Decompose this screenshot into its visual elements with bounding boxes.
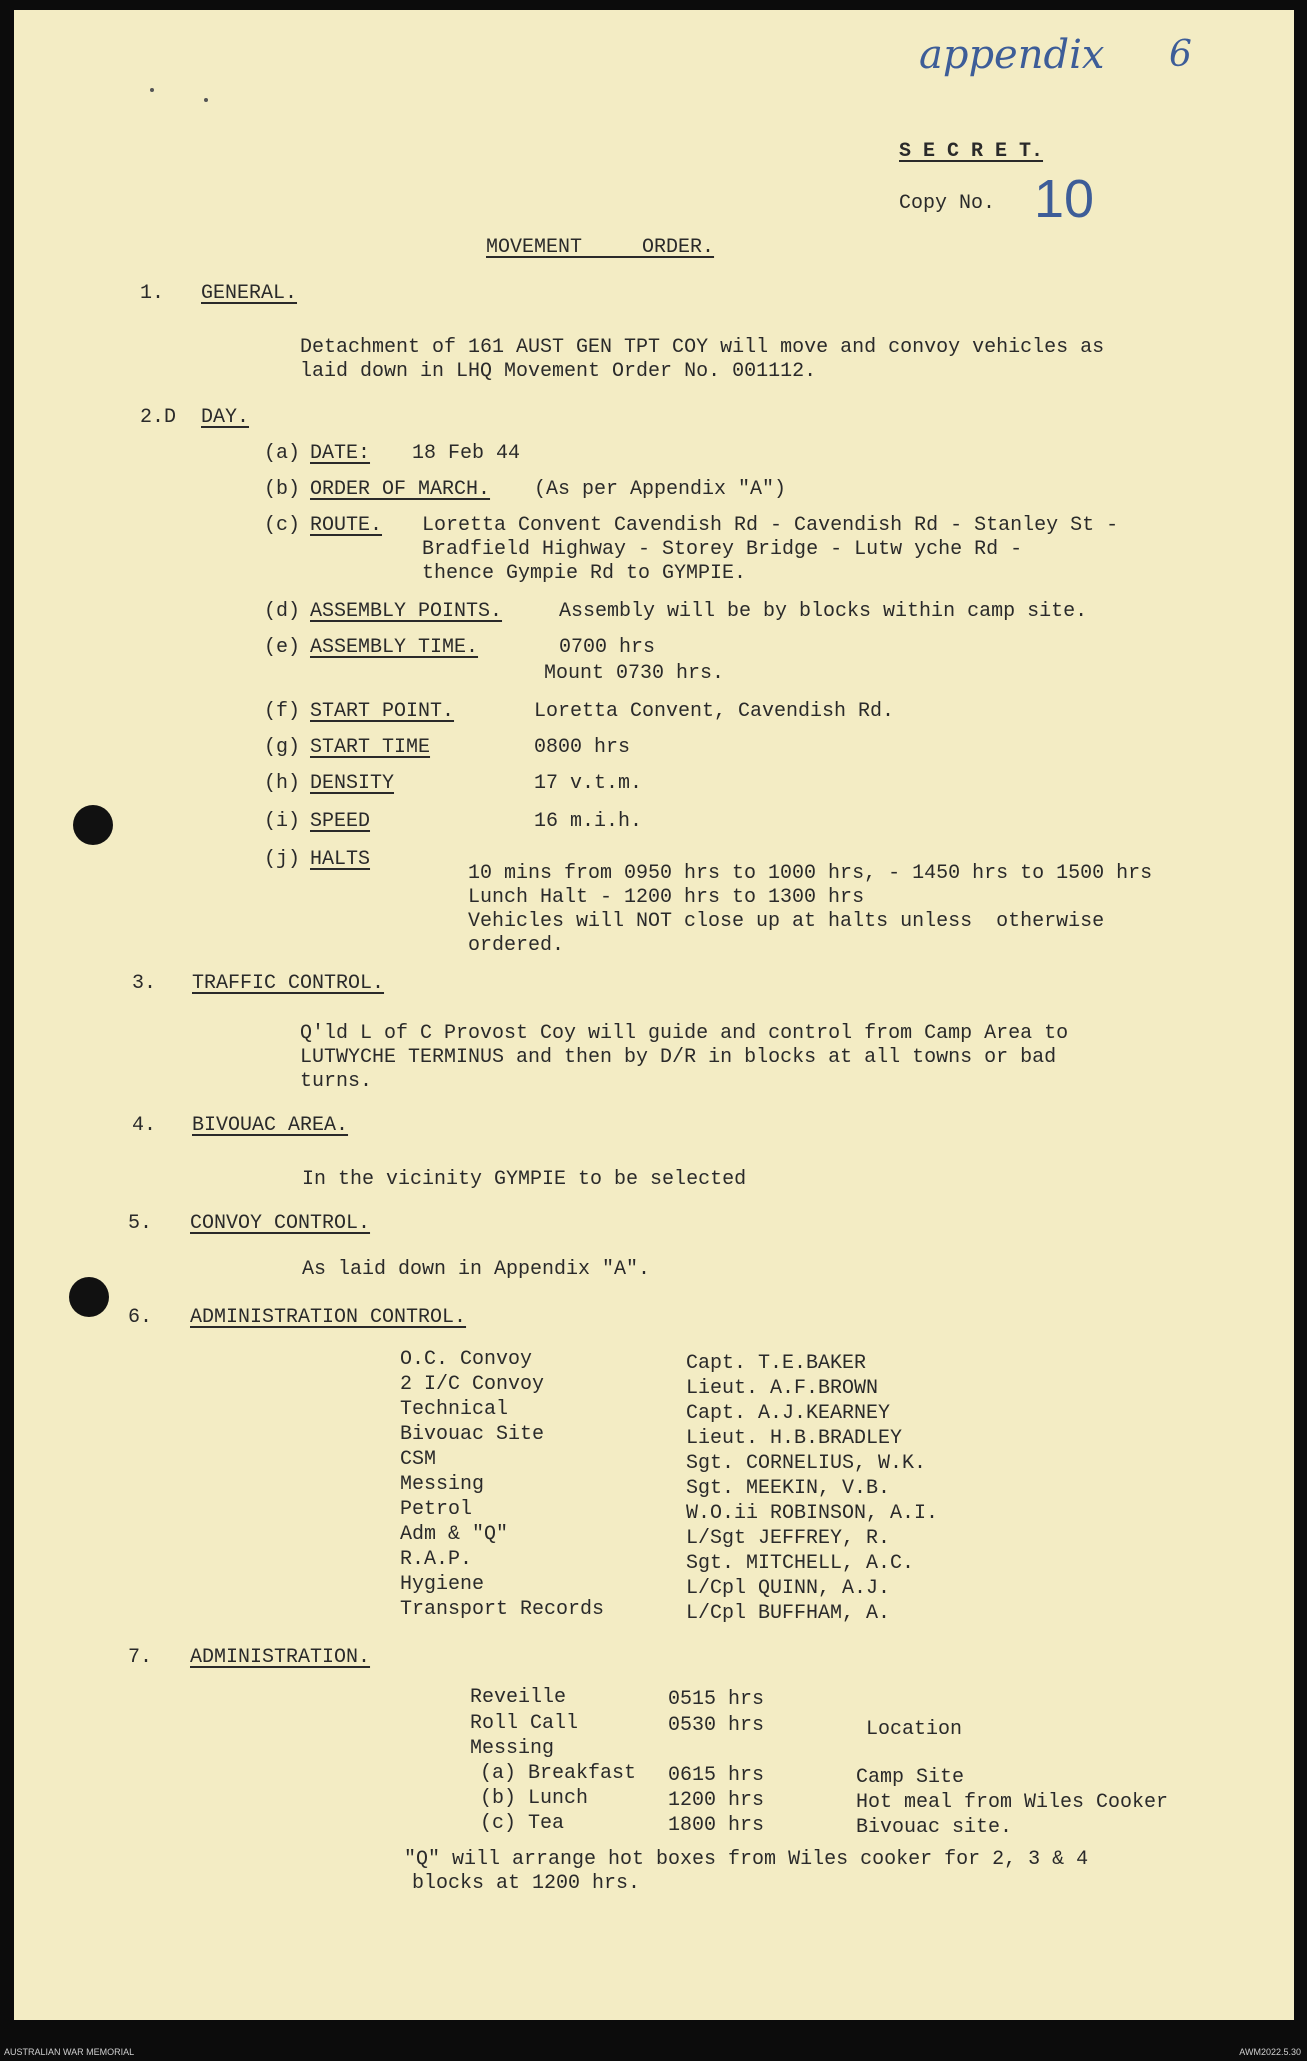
admin-role: Bivouac Site: [400, 1423, 545, 1446]
item-value-date: 18 Feb 44: [412, 442, 521, 465]
item-name-density: DENSITY: [310, 772, 395, 795]
roll-call-time: 0530 hrs: [668, 1714, 765, 1737]
admin-person: Sgt. CORNELIUS, W.K.: [686, 1452, 927, 1475]
item-label: (c): [264, 514, 301, 537]
convoy-text: As laid down in Appendix "A".: [302, 1258, 651, 1281]
bivouac-text: In the vicinity GYMPIE to be selected: [302, 1168, 747, 1191]
admin-role: 2 I/C Convoy: [400, 1373, 545, 1396]
meal-location: Hot meal from Wiles Cooker: [856, 1791, 1169, 1814]
admin-role: Petrol: [400, 1498, 473, 1521]
punch-hole: [73, 805, 113, 845]
meal-time: 1800 hrs: [668, 1814, 765, 1837]
item-name-speed: SPEED: [310, 810, 371, 833]
item-name-date: DATE:: [310, 442, 371, 465]
meal-time: 0615 hrs: [668, 1764, 765, 1787]
admin-person: W.O.ii ROBINSON, A.I.: [686, 1502, 939, 1525]
roll-call-label: Roll Call: [470, 1712, 579, 1735]
item-value-assembly-time: 0700 hrs: [559, 636, 656, 659]
item-value-start-point: Loretta Convent, Cavendish Rd.: [534, 700, 895, 723]
admin-role: Transport Records: [400, 1598, 605, 1621]
item-value-assembly-points: Assembly will be by blocks within camp site.: [559, 600, 1088, 623]
reveille-time: 0515 hrs: [668, 1688, 765, 1711]
footer-institution: AUSTRALIAN WAR MEMORIAL: [4, 2047, 135, 2057]
item-name-route: ROUTE.: [310, 514, 383, 537]
admin-role: Messing: [400, 1473, 485, 1496]
section-number: 2.D: [140, 406, 177, 429]
section-number: 1.: [140, 282, 165, 305]
item-name-halts: HALTS: [310, 848, 371, 871]
handwritten-appendix-number: 6: [1169, 34, 1192, 75]
item-label: (h): [264, 772, 301, 795]
section-heading-convoy-control: CONVOY CONTROL.: [190, 1212, 371, 1235]
item-value-order-of-march: (As per Appendix "A"): [534, 478, 787, 501]
copy-number-label: Copy No.: [899, 192, 996, 215]
halts-line: Lunch Halt - 1200 hrs to 1300 hrs: [468, 886, 865, 909]
admin-role: O.C. Convoy: [400, 1348, 533, 1371]
admin-role: Technical: [400, 1398, 509, 1421]
general-line: Detachment of 161 AUST GEN TPT COY will move and convoy vehicles as: [300, 336, 1105, 359]
item-label: (e): [264, 636, 301, 659]
traffic-line: LUTWYCHE TERMINUS and then by D/R in blocks at all towns or bad: [300, 1046, 1057, 1069]
meal-label: (b) Lunch: [480, 1787, 589, 1810]
route-line: Bradfield Highway - Storey Bridge - Lutw yche Rd -: [422, 538, 1023, 561]
footer-accession-number: AWM2022.5.30: [1239, 2047, 1301, 2057]
admin-person: Sgt. MITCHELL, A.C.: [686, 1552, 915, 1575]
general-line: laid down in LHQ Movement Order No. 001112.: [300, 360, 817, 383]
item-label: (f): [264, 700, 301, 723]
route-line: thence Gympie Rd to GYMPIE.: [422, 562, 747, 585]
item-name-order-of-march: ORDER OF MARCH.: [310, 478, 491, 501]
halts-line: ordered.: [468, 934, 565, 957]
admin-person: Lieut. H.B.BRADLEY: [686, 1427, 903, 1450]
section-heading-dday: DAY.: [201, 406, 250, 429]
item-name-assembly-time: ASSEMBLY TIME.: [310, 636, 479, 659]
reveille-label: Reveille: [470, 1686, 567, 1709]
admin-person: L/Sgt JEFFREY, R.: [686, 1527, 891, 1550]
item-label: (j): [264, 848, 301, 871]
admin-note-line: "Q" will arrange hot boxes from Wiles cooker for 2, 3 & 4: [404, 1848, 1089, 1871]
meal-location: Camp Site: [856, 1766, 965, 1789]
admin-role: Hygiene: [400, 1573, 485, 1596]
admin-person: L/Cpl QUINN, A.J.: [686, 1577, 891, 1600]
item-name-start-time: START TIME: [310, 736, 431, 759]
section-number: 4.: [132, 1114, 157, 1137]
section-heading-administration-control: ADMINISTRATION CONTROL.: [190, 1306, 467, 1329]
handwritten-appendix-note: appendix: [919, 32, 1105, 78]
item-label: (a): [264, 442, 301, 465]
item-label: (b): [264, 478, 301, 501]
traffic-line: turns.: [300, 1070, 373, 1093]
admin-role: CSM: [400, 1448, 437, 1471]
halts-line: Vehicles will NOT close up at halts unless otherwise: [468, 910, 1105, 933]
item-label: (g): [264, 736, 301, 759]
item-name-start-point: START POINT.: [310, 700, 455, 723]
item-value-density: 17 v.t.m.: [534, 772, 643, 795]
paper-speck: [150, 88, 154, 92]
section-number: 6.: [128, 1306, 153, 1329]
section-heading-bivouac-area: BIVOUAC AREA.: [192, 1114, 349, 1137]
document-title: MOVEMENT ORDER.: [486, 236, 715, 259]
section-number: 5.: [128, 1212, 153, 1235]
messing-label: Messing: [470, 1737, 555, 1760]
section-number: 3.: [132, 972, 157, 995]
traffic-line: Q'ld L of C Provost Coy will guide and control from Camp Area to: [300, 1022, 1069, 1045]
admin-person: Capt. T.E.BAKER: [686, 1352, 867, 1375]
admin-person: Sgt. MEEKIN, V.B.: [686, 1477, 891, 1500]
route-line: Loretta Convent Cavendish Rd - Cavendish Rd - Stanley St -: [422, 514, 1119, 537]
meal-label: (c) Tea: [480, 1812, 565, 1835]
section-heading-general: GENERAL.: [201, 282, 298, 305]
section-number: 7.: [128, 1646, 153, 1669]
item-value-mount-time: Mount 0730 hrs.: [544, 662, 725, 685]
admin-person: L/Cpl BUFFHAM, A.: [686, 1602, 891, 1625]
handwritten-copy-number: 10: [1034, 169, 1095, 229]
item-label: (i): [264, 810, 301, 833]
admin-role: R.A.P.: [400, 1548, 473, 1571]
admin-note-line: blocks at 1200 hrs.: [412, 1872, 641, 1895]
item-name-assembly-points: ASSEMBLY POINTS.: [310, 600, 503, 623]
paper-speck: [204, 98, 208, 102]
admin-person: Lieut. A.F.BROWN: [686, 1377, 879, 1400]
location-header: Location: [866, 1718, 963, 1741]
item-label: (d): [264, 600, 301, 623]
meal-location: Bivouac site.: [856, 1816, 1013, 1839]
item-value-speed: 16 m.i.h.: [534, 810, 643, 833]
document-page: [14, 10, 1294, 2020]
admin-person: Capt. A.J.KEARNEY: [686, 1402, 891, 1425]
item-value-start-time: 0800 hrs: [534, 736, 631, 759]
section-heading-administration: ADMINISTRATION.: [190, 1646, 371, 1669]
classification-secret: S E C R E T.: [899, 140, 1044, 163]
section-heading-traffic-control: TRAFFIC CONTROL.: [192, 972, 385, 995]
meal-label: (a) Breakfast: [480, 1762, 637, 1785]
meal-time: 1200 hrs: [668, 1789, 765, 1812]
admin-role: Adm & "Q": [400, 1523, 509, 1546]
halts-line: 10 mins from 0950 hrs to 1000 hrs, - 1450 hrs to 1500 hrs: [468, 862, 1153, 885]
punch-hole: [69, 1277, 109, 1317]
